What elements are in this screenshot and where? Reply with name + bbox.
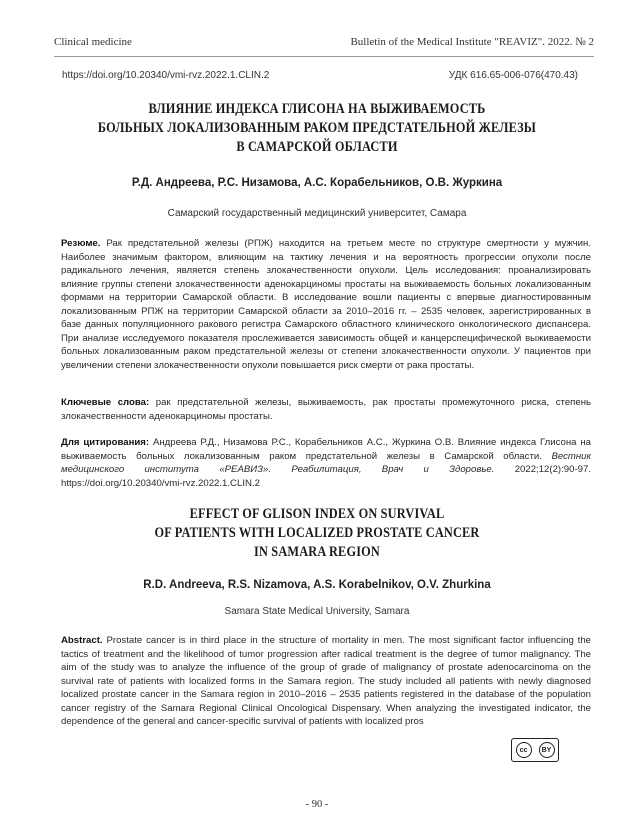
keywords-ru — [61, 396, 591, 423]
cc-by-license-badge[interactable] — [511, 738, 559, 762]
running-header — [54, 36, 594, 48]
header-rule — [54, 56, 594, 57]
title-line: EFFECT OF GLISON INDEX ON SURVIVAL — [189, 506, 445, 522]
title-line: ВЛИЯНИЕ ИНДЕКСА ГЛИСОНА НА ВЫЖИВАЕМОСТЬ — [148, 101, 486, 117]
udc-code: УДК 616.65-006-076(470.43) — [448, 70, 578, 81]
abstract-label: Резюме. — [61, 238, 101, 249]
citation-label: Для цитирования: — [61, 437, 150, 448]
article-meta — [62, 70, 578, 81]
affiliation-ru: Самарский государственный медицинский университет, Самара — [167, 208, 467, 219]
citation-ru — [61, 436, 591, 490]
title-line: IN SAMARA REGION — [254, 544, 380, 560]
affiliation-en: Samara State Medical University, Samara — [224, 606, 410, 617]
abstract-text: Prostate cancer is in third place in the structure of mortality in men. The most significant factor influencing the tactics of treatment and the likelihood of tumor progression after radical treatment is the degree of tumor malignancy. The aim of the study was to analyze the influence of the group of grade of malignancy of prostate adenocarcinoma on the survival rate of patients with localized forms in the Samara region. The study included all patients with newly diagnosed localized prostate cancer in the Samara region in 2010–2016 – 2535 patients registered in the database of the population cancer registry of the Samara Regional Clinical Oncological Dispensary. When analyzing the investigated indicator, the dependence of the general and cancer-specific survival of patients with localized pros — [61, 635, 591, 727]
abstract-text: Рак предстательной железы (РПЖ) находится на третьем месте по структуре смертности у мужчин. Наиболее значимым фактором, влияющим на тактику лечения и на вероятность прогрессии опухоли после радикального лечения, является степень злокачественности опухоли. Цель исследования: проанализировать влияние группы степени злокачественности аденокарциномы простаты на выживаемость больных локализованным формами на территории Самарской области. В исследование вошли пациенты с впервые диагностированным локализованным РПЖ на территории Самарской области за 2010–2016 гг. – 2535 человек, зарегистрированных в базе данных популяционного ракового регистра Самарского областного клинического онкологического диспансера. При анализе исследуемого показателя прослеживается зависимость общей и канцерспецифической выживаемости больных локализованным раком предстательной железы от степени злокачественности опухоли. У пациентов при увеличении степени злокачественности опухоли повышается риск смерти от рака простаты. — [61, 238, 591, 371]
abstract-label: Abstract. — [61, 635, 103, 646]
keywords-text: рак предстательной железы, выживаемость, рак простаты промежуточного риска, степень злокачественности аденокарциномы простаты. — [61, 397, 591, 422]
journal-section: Clinical medicine — [54, 36, 132, 48]
doi-link[interactable]: https://doi.org/10.20340/vmi-rvz.2022.1.CLIN.2 — [62, 70, 270, 81]
title-line: БОЛЬНЫХ ЛОКАЛИЗОВАННЫМ РАКОМ ПРЕДСТАТЕЛЬНОЙ ЖЕЛЕЗЫ — [97, 120, 537, 136]
journal-issue: Bulletin of the Medical Institute "REAVIZ". 2022. № 2 — [350, 36, 594, 48]
keywords-label: Ключевые слова: — [61, 397, 150, 408]
title-en — [82, 505, 553, 562]
citation-text: Андреева Р.Д., Низамова Р.С., Корабельников А.С., Журкина О.В. Влияние индекса Глисона на выживаемость больных локализованным раком предстательной железы в Самарской области. — [61, 437, 591, 462]
cc-icon: cc — [516, 742, 532, 758]
abstract-ru — [61, 237, 591, 372]
citation-tail: 2022;12(2):90-97. https://doi.org/10.20340/vmi-rvz.2022.1.CLIN.2 — [61, 464, 591, 489]
authors-ru: Р.Д. Андреева, Р.С. Низамова, А.С. Корабельников, О.В. Журкина — [131, 177, 503, 189]
title-line: OF PATIENTS WITH LOCALIZED PROSTATE CANCER — [154, 525, 480, 541]
citation-journal: Вестник медицинского института «РЕАВИЗ». Реабилитация, Врач и Здоровье. — [61, 450, 592, 475]
by-attribution-icon: BY — [539, 742, 555, 758]
title-ru — [82, 100, 553, 157]
title-line: В САМАРСКОЙ ОБЛАСТИ — [236, 139, 398, 155]
abstract-en — [61, 634, 591, 729]
page-number: - 90 - — [305, 799, 329, 810]
authors-en: R.D. Andreeva, R.S. Nizamova, A.S. Korabelnikov, O.V. Zhurkina — [143, 579, 491, 591]
